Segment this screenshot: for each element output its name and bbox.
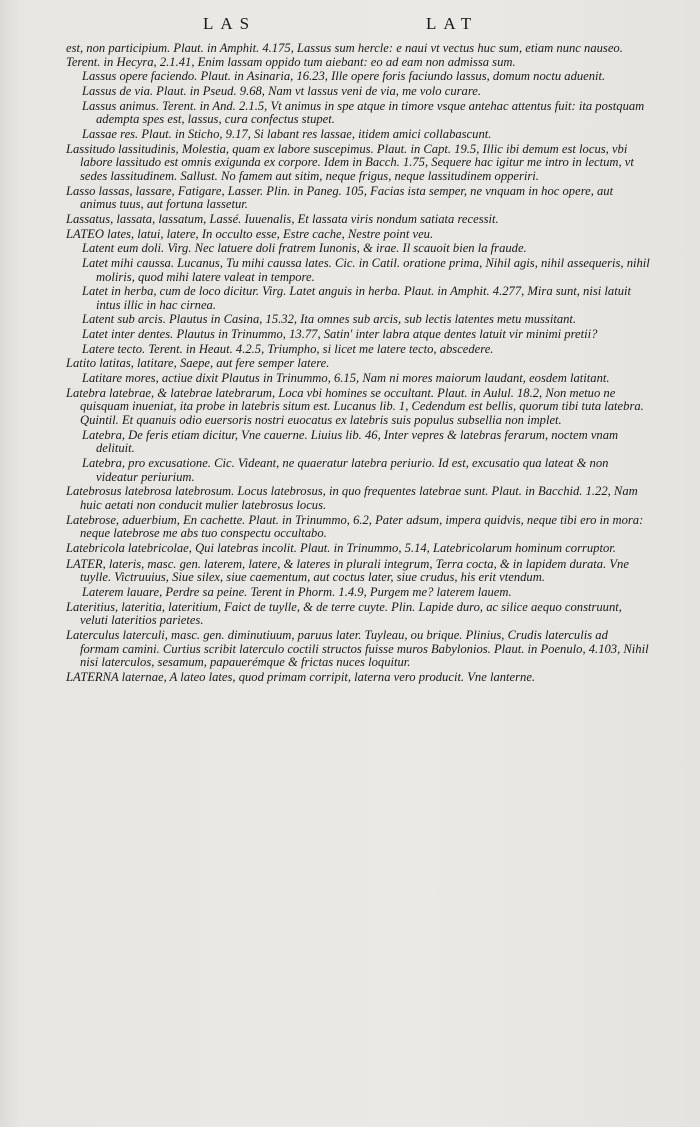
entry-latebrosus: Latebrosus latebrosa latebrosum. Locus latebrosus, in quo frequentes latebrae sunt. Plaut. in Bacchid. 1.22, Nam huic aetati non conducit mulier latebrosus locus. <box>66 484 638 512</box>
entry-lateritius: Lateritius, lateritia, lateritium, Faict de tuylle, & de terre cuyte. Plin. Lapide duro, ac silice aequo construunt, veluti lateritios parietes. <box>66 599 622 628</box>
entry-latebra-feris: Latebra, De feris etiam dicitur, Vne cauerne. Liuius lib. 46, Inter vepres & latebras ferarum, noctem vnam delituit. <box>82 427 619 456</box>
entry-laterem-lauare: Laterem lauare, Perdre sa peine. Terent in Phorm. 1.4.9, Purgem me? laterem lauem. <box>82 584 512 599</box>
entry-lateo: LATEO lates, latui, latere, In occulto esse, Estre cache, Nestre point veu. <box>66 226 434 241</box>
entry-lasso: Lasso lassas, lassare, Fatigare, Lasser. Plin. in Paneg. 105, Facias ista semper, ne vnquam in hoc opere, aut animus tuus, aut fortuna lassetur. <box>66 183 614 212</box>
entry-latebricola: Latebricola latebricolae, Qui latebras incolit. Plaut. in Trinummo, 5.14, Latebricolarum hominum corruptor. <box>66 540 616 555</box>
entry-latent-arcis: Latent sub arcis. Plautus in Casina, 15.32, Ita omnes sub arcis, sub lectis latentes metu mussitant. <box>82 312 577 327</box>
entry-lassitudo: Lassitudo lassitudinis, Molestia, quam ex labore suscepimus. Plaut. in Capt. 19.5, Illic ibi demum est locus, vbi labore lassitudo est omnis exigunda ex corpore. Idem in Bacch. 1.75, Sequere hac igitur me intro in lectum, vt sedes lassitudinem. Sallust. No famem aut sitim, neque frigus, neque lassitudinem opperiri. <box>66 141 634 183</box>
entry-lassae-res: Lassae res. Plaut. in Sticho, 9.17, Si labant res lassae, itidem amici collabascunt. <box>82 126 492 141</box>
entry-latere-tecto: Latere tecto. Terent. in Heaut. 4.2.5, Triumpho, si licet me latere tecto, abscedere. <box>82 341 494 356</box>
entry-latet-herba: Latet in herba, cum de loco dicitur. Virg. Latet anguis in herba. Plaut. in Amphit. 4.277, Mira sunt, nisi latuit intus illic in hac cirnea. <box>82 284 631 312</box>
entry-lassatus: Lassatus, lassata, lassatum, Lassé. Iuuenalis, Et lassata viris nondum satiata recessit. <box>66 211 499 226</box>
entry-latet-caussa: Latet mihi caussa. Lucanus, Tu mihi caussa lates. Cic. in Catil. oratione prima, Nihil agis, nihil assequeris, nihil moliris, quod mihi latere valeat in tempore. <box>82 255 650 284</box>
entry-later: LATER, lateris, masc. gen. laterem, latere, & lateres in plurali integrum, Terra cocta, & in lapidem durata. Vne tuylle. Victruuius, Siue silex, siue caementum, aut coctus later, siue crudus, his erit vtendum. <box>66 556 629 585</box>
entries-column <box>66 42 650 686</box>
entry-lassus-continuation: est, non participium. Plaut. in Amphit. 4.175, Lassus sum hercle: e naui vt vectus huc sum, etiam nunc nauseo. Terent. in Hecyra, 2.1.41, Enim lassam oppido tum aiebant: eo ad eam non admissa sum. <box>66 41 623 69</box>
entry-latent-doli: Latent eum doli. Virg. Nec latuere doli fratrem Iunonis, & irae. Il scauoit bien la fraude. <box>82 241 527 256</box>
entry-latebra: Latebra latebrae, & latebrae latebrarum, Loca vbi homines se occultant. Plaut. in Aulul. 18.2, Non metuo ne quisquam inueniat, ita probe in latebris situm est. Lucanus lib. 1, Cedendum est bellis, quorum tibi tuta latebra. Quintil. Et quanuis odio euersoris nostri euocatus ex latebris suis populus subsellia non implet. <box>66 385 644 428</box>
entry-lassus-de-via: Lassus de via. Plaut. in Pseud. 9.68, Nam vt lassus veni de via, me volo curare. <box>82 83 481 98</box>
entry-lassus-opere: Lassus opere faciendo. Plaut. in Asinaria, 16.23, Ille opere foris faciundo lassus, domum noctu aduenit. <box>82 69 606 84</box>
entry-latebra-excusatione: Latebra, pro excusatione. Cic. Videant, ne quaeratur latebra periurio. Id est, excusatio qua lateat & non videatur periurium. <box>82 456 609 484</box>
entry-laterna: LATERNA laternae, A lateo lates, quod primam corripit, laterna vero producit. Vne lanterne. <box>66 669 536 684</box>
entry-latebrose: Latebrose, aduerbium, En cachette. Plaut. in Trinummo, 6.2, Pater adsum, impera quidvis, neque tibi ero in mora: neque latebrose me abs tuo conspectu occultabo. <box>66 512 644 541</box>
entry-latet-dentes: Latet inter dentes. Plautus in Trinummo, 13.77, Satin' inter labra atque dentes latuit vir minimi pretii? <box>82 327 598 342</box>
header-left: LAS <box>203 14 257 33</box>
header-right: LAT <box>426 14 479 33</box>
entry-lassus-animus: Lassus animus. Terent. in And. 2.1.5, Vt animus in spe atque in timore vsque antehac attentus fuit: ita postquam adempta spes est, lassus, cura confectus stupet. <box>82 98 645 127</box>
entry-latito: Latito latitas, latitare, Saepe, aut fere semper latere. <box>66 356 330 371</box>
running-header <box>0 14 700 42</box>
entry-latitare-mores: Latitare mores, actiue dixit Plautus in Trinummo, 6.15, Nam ni mores maiorum laudant, eosdem latitant. <box>82 371 610 386</box>
entry-laterculus: Laterculus laterculi, masc. gen. diminutiuum, paruus later. Tuyleau, ou brique. Plinius, Crudis laterculis ad formam camini. Curtius scribit laterculo coctili structos fuisse muros Babylonios. Plaut. in Poenulo, 4.103, Nihil nisi laterculos, sesamum, papauerémque & frictas nuces loquitur. <box>66 627 649 670</box>
